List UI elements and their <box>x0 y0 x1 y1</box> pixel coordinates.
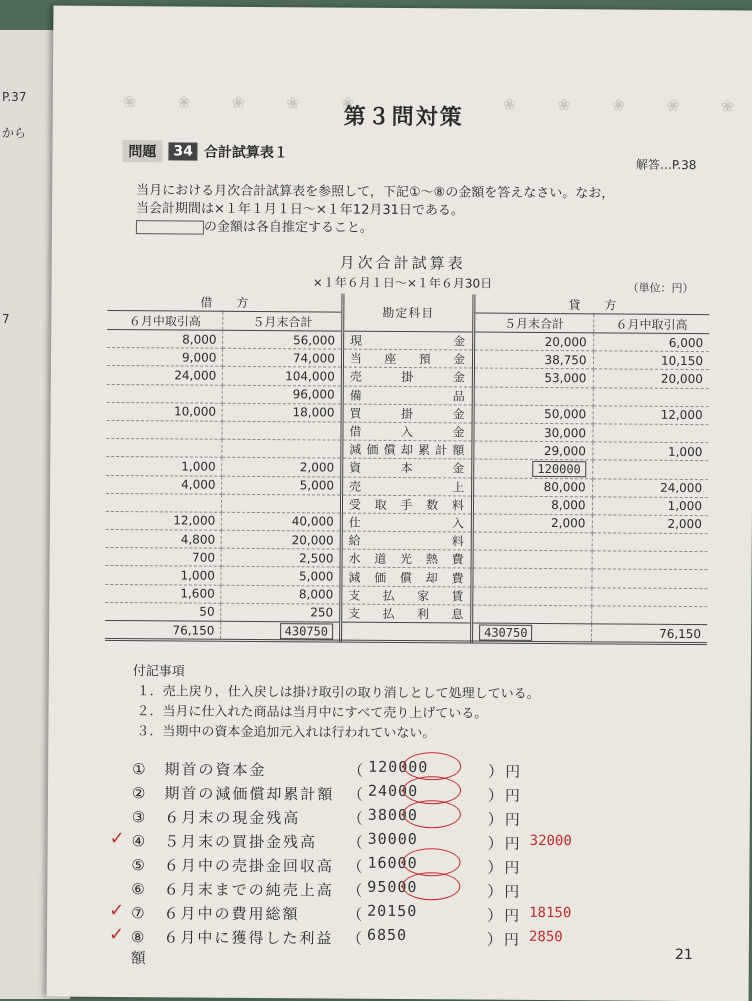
handwritten-answer: 20150 <box>367 902 417 920</box>
debit-june-header: ６月中取引高 <box>107 310 223 330</box>
paren-open: （ <box>348 762 365 780</box>
credit-may-cell <box>473 459 593 478</box>
debit-june-cell: 9,000 <box>107 348 223 367</box>
paren-open: （ <box>348 834 365 852</box>
left-page-text: 7 <box>2 312 10 326</box>
debit-may-cell: 40,000 <box>222 512 342 531</box>
account-name-cell: 減価償却累計額 <box>342 440 473 459</box>
credit-may-cell <box>472 550 592 569</box>
total-debit-june: 76,150 <box>105 620 221 640</box>
red-check-icon: ✓ <box>110 828 125 849</box>
workbook-page <box>47 6 752 1001</box>
debit-may-cell: 2,000 <box>222 458 342 477</box>
debit-june-cell: 12,000 <box>106 511 222 530</box>
yen-unit: ）円 <box>487 929 521 971</box>
account-name-cell: 現金 <box>342 331 473 350</box>
credit-june-cell: 24,000 <box>592 478 708 497</box>
handwritten-answer: 6850 <box>367 926 407 944</box>
credit-june-cell: 2,000 <box>592 515 708 534</box>
debit-june-cell <box>106 439 222 458</box>
credit-june-cell <box>593 387 709 406</box>
red-check-icon: ✓ <box>109 924 124 945</box>
yen-unit: ）円 <box>488 809 522 830</box>
debit-june-cell: 24,000 <box>107 366 223 385</box>
instruction-line <box>136 218 736 240</box>
question-item <box>131 926 563 971</box>
credit-june-cell <box>591 606 707 625</box>
credit-may-cell <box>472 605 592 624</box>
debit-june-cell: 1,600 <box>105 584 221 603</box>
table-body <box>105 329 709 624</box>
question-label: ③ ６月末の現金残高 <box>132 806 348 829</box>
account-name-cell: 減価償却費 <box>341 568 472 587</box>
credit-june-cell <box>592 533 708 552</box>
credit-may-cell: 8,000 <box>472 496 592 515</box>
credit-june-cell: 10,150 <box>593 351 709 370</box>
handwritten-answer: 30000 <box>368 830 418 848</box>
debit-june-cell: 4,800 <box>106 530 222 549</box>
account-name-cell: 買掛金 <box>342 404 473 423</box>
left-page-text: から <box>2 124 26 141</box>
question-item <box>132 758 530 782</box>
debit-june-cell: 50 <box>105 602 221 621</box>
instruction-line: 当会計期間は×１年１月１日～×１年12月31日である。 <box>136 200 736 222</box>
debit-header: 借 方 <box>107 292 343 312</box>
debit-june-cell: 8,000 <box>107 329 223 348</box>
yen-unit: ）円 <box>488 785 522 806</box>
credit-june-cell: 12,000 <box>593 406 709 425</box>
paren-open: （ <box>347 906 364 924</box>
red-circle-mark-icon <box>402 872 460 900</box>
red-circle-mark-icon <box>403 800 461 828</box>
handwritten-answer: 16000 <box>367 854 417 872</box>
debit-june-cell <box>107 384 223 403</box>
debit-may-header: ５月末合計 <box>223 311 343 331</box>
handwritten-total: 430750 <box>479 624 532 640</box>
debit-may-cell: 8,000 <box>221 585 341 604</box>
total-debit-may-cell <box>221 621 341 641</box>
question-item <box>132 806 530 830</box>
debit-may-cell: 104,000 <box>223 367 343 386</box>
problem-title: 合計試算表１ <box>204 142 288 163</box>
debit-may-cell <box>222 439 342 458</box>
instruction-text: の金額は各自推定すること。 <box>204 220 373 236</box>
answer-field[interactable] <box>347 904 487 926</box>
handwritten-capital: 120000 <box>532 461 585 477</box>
credit-may-cell <box>472 532 592 551</box>
total-credit-may-cell <box>472 623 592 643</box>
yen-unit: ）円 <box>487 905 521 926</box>
handwritten-answer: 38000 <box>368 806 418 824</box>
debit-may-cell: 74,000 <box>223 348 343 367</box>
account-name-cell: 受取手数料 <box>341 495 472 514</box>
account-name-cell: 借入金 <box>342 422 473 441</box>
red-correction: 32000 <box>530 833 572 854</box>
credit-june-cell <box>592 460 708 479</box>
table-unit: （単位：円） <box>627 280 693 296</box>
notes-title: 付記事項 <box>133 662 540 685</box>
debit-may-cell: 18,000 <box>222 403 342 422</box>
yen-unit: ）円 <box>488 833 522 854</box>
debit-june-cell: 1,000 <box>106 457 222 476</box>
question-item <box>131 878 529 902</box>
debit-may-cell: 2,500 <box>221 548 341 567</box>
debit-may-cell: 250 <box>221 603 341 622</box>
note-item: ３．当期中の資本金追加元入れは行われていない。 <box>132 722 539 745</box>
table-period: ×１年６月１日～×１年６月30日 <box>51 272 752 294</box>
instruction-line: 当月における月次合計試算表を参照して，下記①～⑧の金額を答えなさい。なお， <box>136 182 736 204</box>
problem-instructions <box>136 182 736 240</box>
credit-may-cell <box>472 568 592 587</box>
debit-june-cell <box>106 420 222 439</box>
credit-june-cell <box>591 587 707 606</box>
credit-may-cell: 20,000 <box>474 332 594 351</box>
yen-unit: ）円 <box>487 881 521 902</box>
note-item: ２．当月に仕入れた商品は当月中にすべて売り上げている。 <box>132 702 539 725</box>
account-name-cell: 売上 <box>341 477 472 496</box>
account-name-cell: 給料 <box>341 531 472 550</box>
credit-june-header: ６月中取引高 <box>593 314 709 334</box>
red-correction: 18150 <box>529 905 571 926</box>
problem-header <box>122 140 288 163</box>
paren-open: （ <box>347 930 364 948</box>
red-check-icon: ✓ <box>109 900 124 921</box>
total-account-cell <box>340 622 471 642</box>
credit-june-cell <box>592 551 708 570</box>
paren-open: （ <box>347 882 364 900</box>
left-page-ref: P.37 <box>2 90 26 104</box>
handwritten-total: 430750 <box>280 623 333 639</box>
handwritten-answer: 120000 <box>368 758 428 776</box>
trial-balance-table <box>105 292 709 645</box>
question-label: ⑥ ６月末までの純売上高 <box>131 878 347 901</box>
table-caption: 月次合計試算表 <box>52 250 752 276</box>
yen-unit: ）円 <box>488 761 522 782</box>
note-item: １．売上戻り，仕入戻しは掛け取引の取り消しとして処理している。 <box>133 682 540 705</box>
page-number: 21 <box>675 947 693 963</box>
question-label: ⑤ ６月中の売掛金回収高 <box>131 854 347 877</box>
debit-may-cell: 20,000 <box>222 530 342 549</box>
total-credit-june: 76,150 <box>591 624 707 644</box>
problem-label: 問題 <box>122 140 162 162</box>
paren-open: （ <box>348 810 365 828</box>
account-name-cell: 仕入 <box>341 513 472 532</box>
credit-may-cell: 2,000 <box>472 514 592 533</box>
credit-june-cell: 6,000 <box>593 333 709 352</box>
account-name-cell: 売掛金 <box>342 367 473 386</box>
credit-june-cell <box>592 424 708 443</box>
notes-section <box>132 662 540 745</box>
questions-section <box>53 6 752 11</box>
debit-may-cell: 56,000 <box>223 330 343 349</box>
page-title: 第３問対策 <box>53 98 752 134</box>
question-label: ④ ５月末の買掛金残高 <box>132 830 348 853</box>
debit-june-cell: 4,000 <box>106 475 222 494</box>
paren-open: （ <box>348 786 365 804</box>
credit-may-cell: 50,000 <box>473 405 593 424</box>
answer-reference: 解答…P.38 <box>636 156 697 173</box>
red-correction: 2850 <box>529 929 563 971</box>
question-item <box>132 830 572 854</box>
question-label: ② 期首の減価償却累計額 <box>132 782 348 805</box>
paren-open: （ <box>347 858 364 876</box>
credit-may-cell: 53,000 <box>473 368 593 387</box>
problem-number: 34 <box>168 142 198 160</box>
account-header: 勘定科目 <box>343 294 474 332</box>
debit-june-cell: 700 <box>106 548 222 567</box>
question-label: ⑧ ６月中に獲得した利益額 <box>131 926 347 970</box>
debit-may-cell: 96,000 <box>223 385 343 404</box>
blank-box-icon <box>136 220 204 234</box>
debit-may-cell: 5,000 <box>222 476 342 495</box>
answer-field[interactable] <box>347 928 487 971</box>
credit-may-cell <box>473 387 593 406</box>
paw-decoration-icon: ❀ ❀ ❀ ❀ ❀ <box>123 92 373 113</box>
credit-june-cell: 1,000 <box>592 442 708 461</box>
account-name-cell: 備品 <box>342 386 473 405</box>
credit-may-cell <box>472 587 592 606</box>
credit-may-cell: 29,000 <box>473 441 593 460</box>
debit-june-cell: 1,000 <box>105 566 221 585</box>
debit-may-cell <box>222 421 342 440</box>
credit-june-cell: 1,000 <box>592 497 708 516</box>
yen-unit: ）円 <box>487 857 521 878</box>
credit-june-cell <box>591 569 707 588</box>
question-item <box>131 854 529 878</box>
question-item <box>132 782 530 806</box>
account-name-cell: 支払家賃 <box>341 586 472 605</box>
paw-decoration-icon: ❀ ❀ ❀ ❀ ❀ <box>503 95 752 116</box>
account-name-cell: 当座預金 <box>342 349 473 368</box>
table-total-row <box>105 620 707 643</box>
credit-may-cell: 38,750 <box>473 350 593 369</box>
question-label: ① 期首の資本金 <box>132 758 348 781</box>
debit-june-cell <box>106 493 222 512</box>
debit-june-cell: 10,000 <box>107 402 223 421</box>
question-label: ⑦ ６月中の費用総額 <box>131 902 347 925</box>
credit-may-header: ５月末合計 <box>474 313 594 333</box>
handwritten-answer: 95000 <box>367 878 417 896</box>
credit-may-cell: 30,000 <box>473 423 593 442</box>
debit-may-cell <box>222 494 342 513</box>
handwritten-answer: 24000 <box>368 782 418 800</box>
account-name-cell: 資本金 <box>342 458 473 477</box>
debit-may-cell: 5,000 <box>221 567 341 586</box>
credit-may-cell: 80,000 <box>473 477 593 496</box>
account-name-cell: 水道光熱費 <box>341 549 472 568</box>
account-name-cell: 支払利息 <box>341 604 472 623</box>
question-item <box>131 902 571 926</box>
credit-header: 貸 方 <box>474 295 710 315</box>
credit-june-cell: 20,000 <box>593 369 709 388</box>
